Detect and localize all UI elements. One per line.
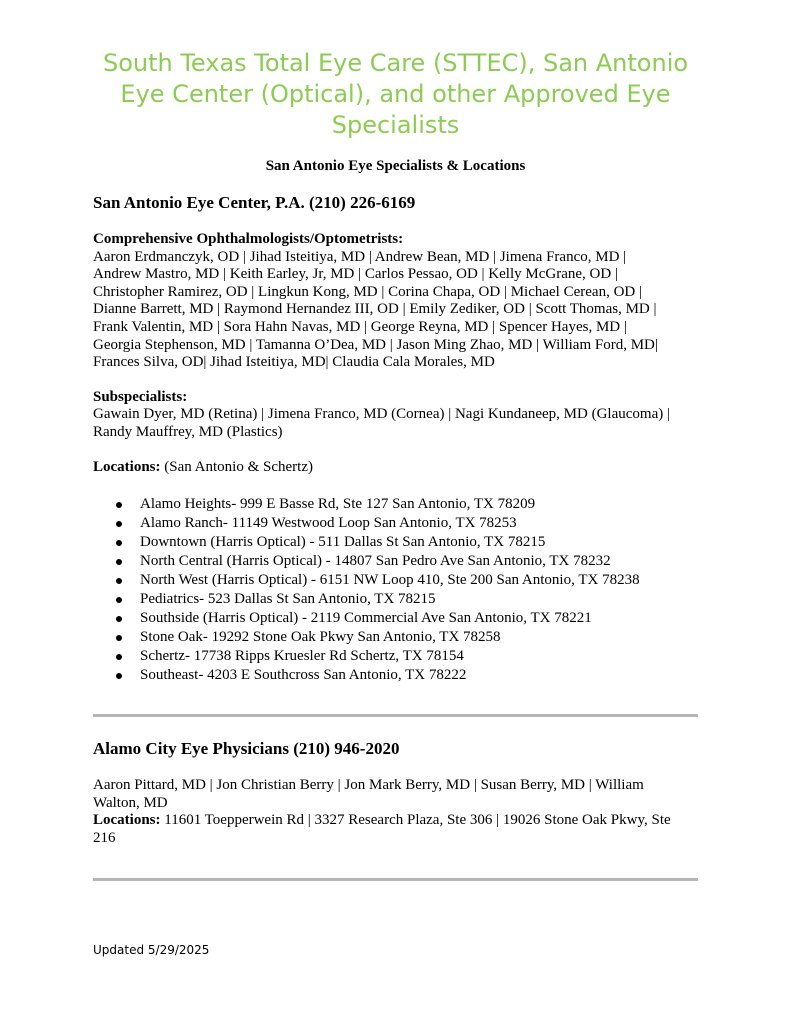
list-item: Southside (Harris Optical) - 2119 Commercial Ave San Antonio, TX 78221 <box>140 609 698 628</box>
subspecialists-label: Subspecialists: <box>93 388 188 405</box>
locations-label: Locations: <box>93 458 161 475</box>
comprehensive-line: Georgia Stephenson, MD | Tamanna O’Dea, MD | Jason Ming Zhao, MD | William Ford, MD| <box>93 336 658 353</box>
comprehensive-line: Frances Silva, OD| Jihad Isteitiya, MD| Claudia Cala Morales, MD <box>93 354 495 371</box>
subspecialists-line: Gawain Dyer, MD (Retina) | Jimena Franco, MD (Cornea) | Nagi Kundaneep, MD (Glaucoma) | <box>93 406 670 423</box>
locations-label: Locations: <box>93 812 161 829</box>
list-item: Alamo Heights- 999 E Basse Rd, Ste 127 San Antonio, TX 78209 <box>140 495 698 514</box>
locations-list <box>93 495 698 685</box>
list-item: North West (Harris Optical) - 6151 NW Loop 410, Ste 200 San Antonio, TX 78238 <box>140 571 698 590</box>
list-item: Southeast- 4203 E Southcross San Antonio, TX 78222 <box>140 666 698 685</box>
physicians-line: Aaron Pittard, MD | Jon Christian Berry | Jon Mark Berry, MD | Susan Berry, MD | William <box>93 777 644 794</box>
page-title: South Texas Total Eye Care (STTEC), San Antonio Eye Center (Optical), and other Approved Eye Specialists <box>102 49 689 139</box>
physicians-line: Walton, MD <box>93 794 168 811</box>
alamo-locations-line <box>93 812 698 830</box>
list-item: Downtown (Harris Optical) - 511 Dallas St San Antonio, TX 78215 <box>140 533 698 552</box>
section-heading-alamo-city-eye-physicians: Alamo City Eye Physicians (210) 946-2020 <box>93 739 400 759</box>
section-divider <box>93 878 698 881</box>
alamo-locations-text: 11601 Toepperwein Rd | 3327 Research Plaza, Ste 306 | 19026 Stone Oak Pkwy, Ste <box>164 812 671 829</box>
list-item: Schertz- 17738 Ripps Kruesler Rd Schertz, TX 78154 <box>140 647 698 666</box>
page-subtitle: San Antonio Eye Specialists & Locations <box>265 158 526 174</box>
updated-date: Updated 5/29/2025 <box>93 943 210 957</box>
locations-heading <box>93 459 698 477</box>
comprehensive-line: Christopher Ramirez, OD | Lingkun Kong, MD | Corina Chapa, OD | Michael Cerean, OD | <box>93 283 642 300</box>
locations-note: (San Antonio & Schertz) <box>164 458 313 475</box>
document-content <box>93 192 698 881</box>
comprehensive-line: Frank Valentin, MD | Sora Hahn Navas, MD | George Reyna, MD | Spencer Hayes, MD | <box>93 318 627 335</box>
list-item: Stone Oak- 19292 Stone Oak Pkwy San Antonio, TX 78258 <box>140 628 698 647</box>
list-item: Alamo Ranch- 11149 Westwood Loop San Antonio, TX 78253 <box>140 514 698 533</box>
section-heading-san-antonio-eye-center: San Antonio Eye Center, P.A. (210) 226-6169 <box>93 193 416 212</box>
list-item: Pediatrics- 523 Dallas St San Antonio, TX 78215 <box>140 590 698 609</box>
subspecialists-line: Randy Mauffrey, MD (Plastics) <box>93 423 283 440</box>
comprehensive-line: Andrew Mastro, MD | Keith Earley, Jr, MD | Carlos Pessao, OD | Kelly McGrane, OD | <box>93 266 618 283</box>
comprehensive-line: Dianne Barrett, MD | Raymond Hernandez III, OD | Emily Zediker, OD | Scott Thomas, MD | <box>93 301 657 318</box>
comprehensive-line: Aaron Erdmanczyk, OD | Jihad Isteitiya, MD | Andrew Bean, MD | Jimena Franco, MD | <box>93 248 627 265</box>
alamo-locations-line: 216 <box>93 829 116 846</box>
comprehensive-label: Comprehensive Ophthalmologists/Optometrists: <box>93 231 404 247</box>
list-item: North Central (Harris Optical) - 14807 San Pedro Ave San Antonio, TX 78232 <box>140 552 698 571</box>
